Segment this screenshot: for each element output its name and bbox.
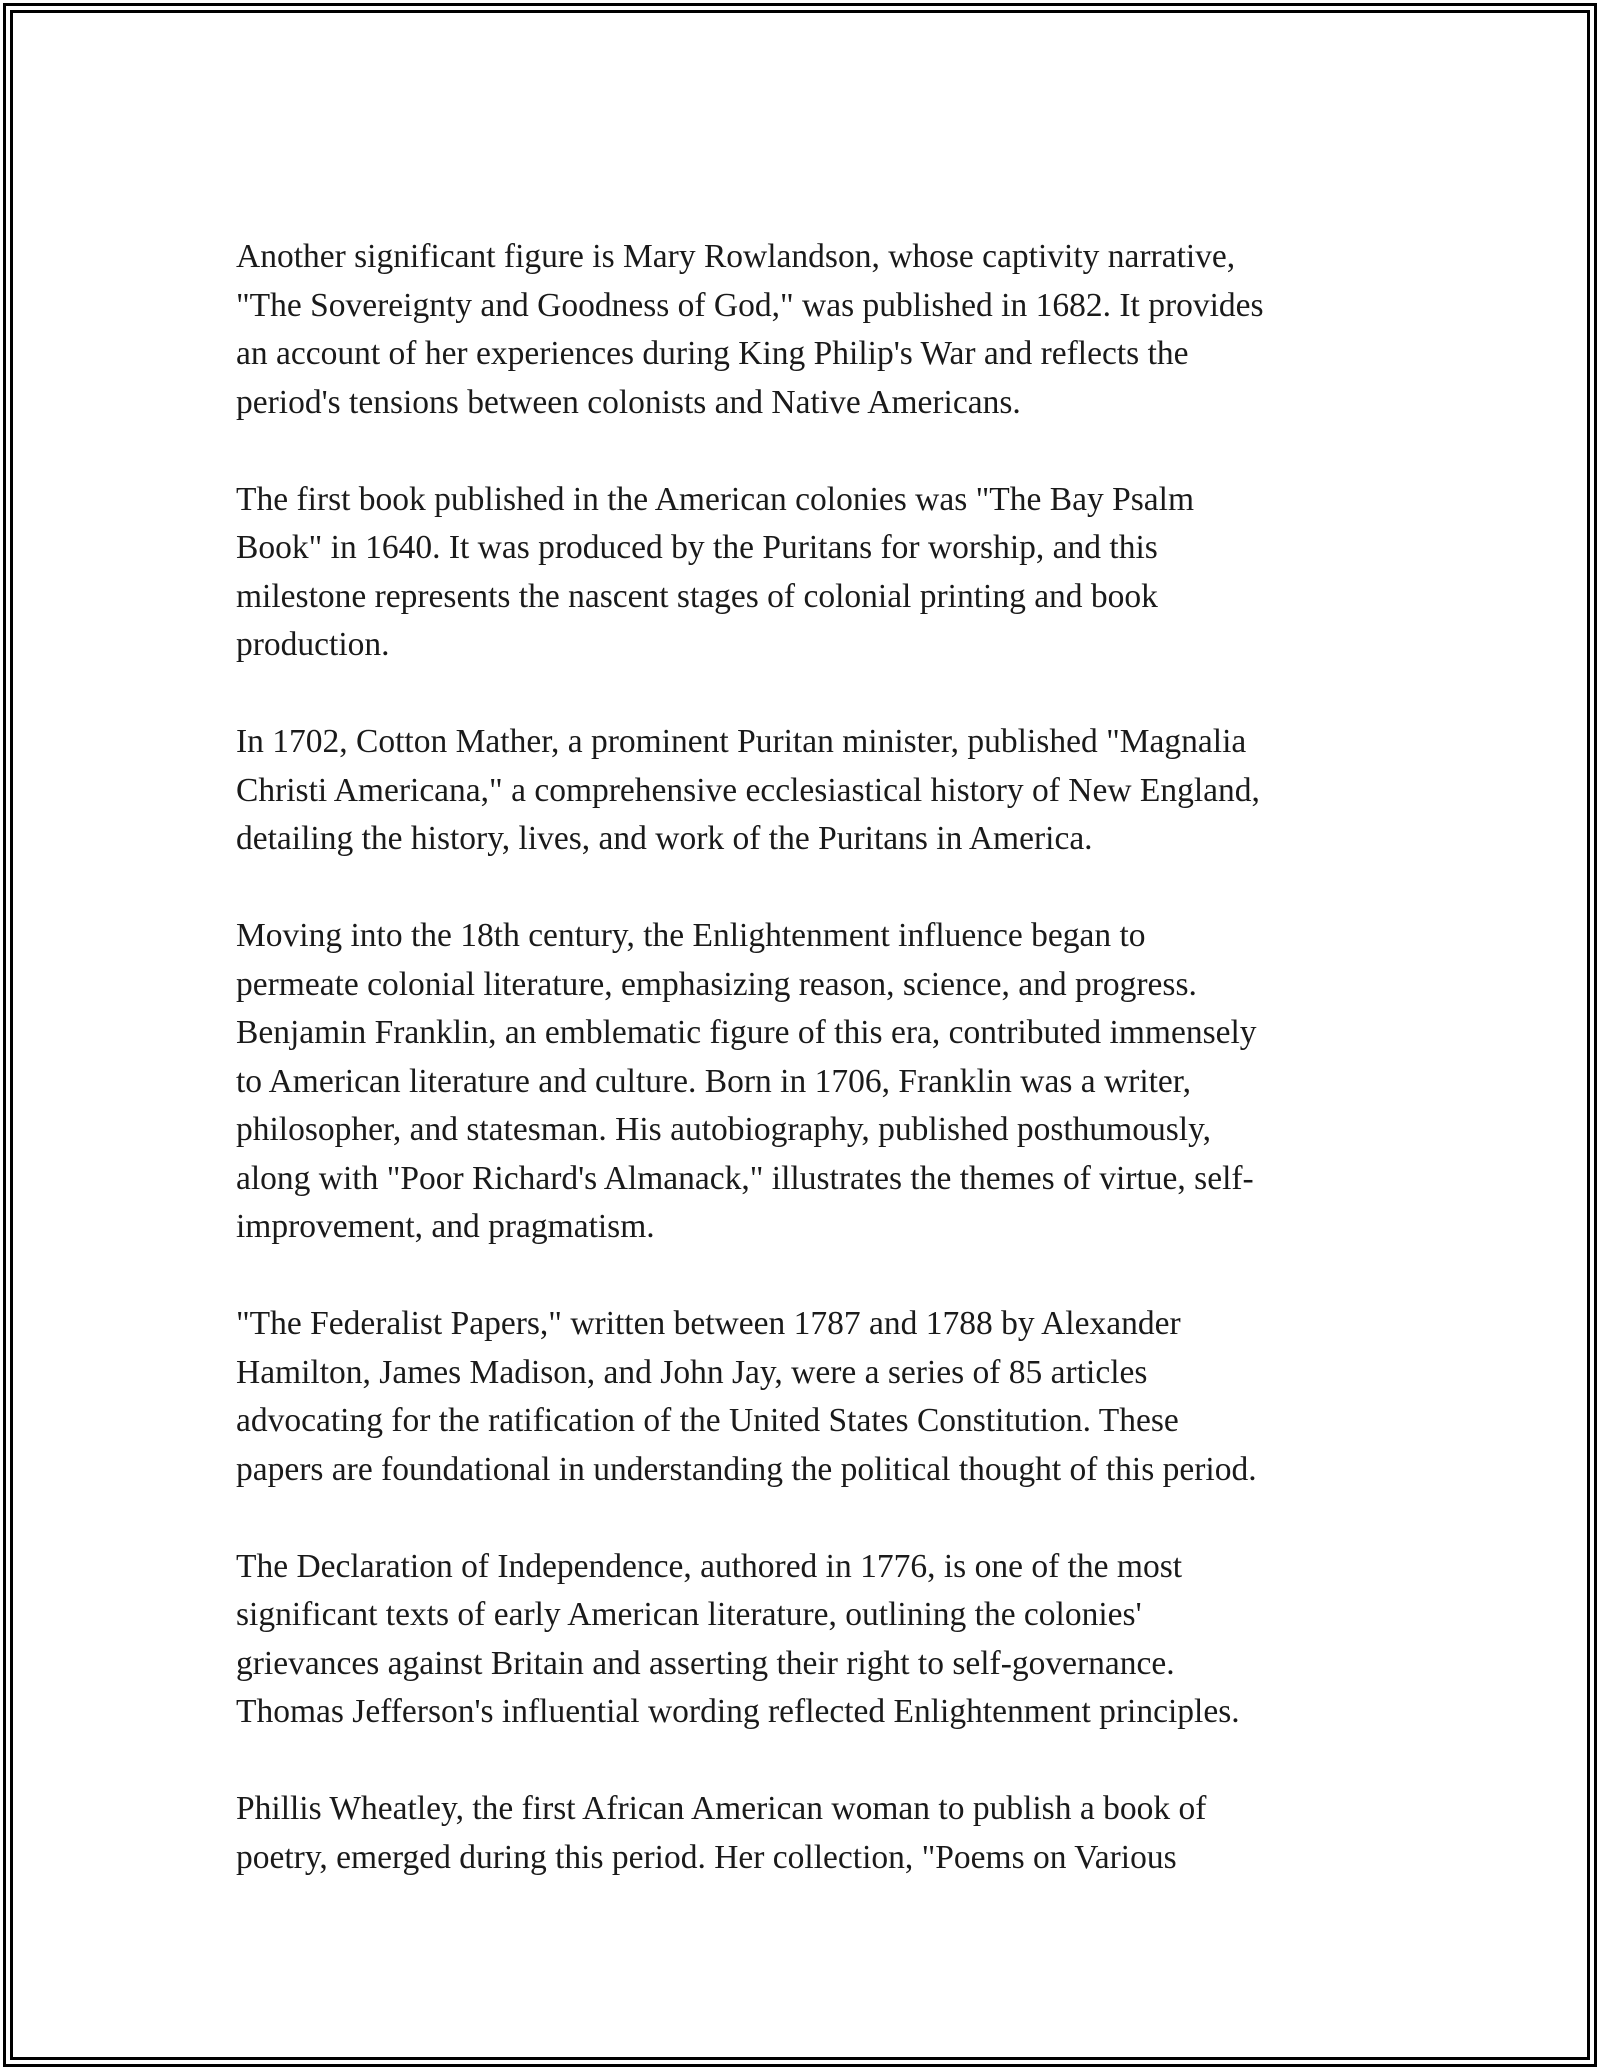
paragraph-declaration-of-independence: The Declaration of Independence, authored in 1776, is one of the most significant texts of early American literature, outlining the colonies' grievances against Britain and asserting their right to self-governance. Thomas Jefferson's influential wording reflected Enlightenment principles. (236, 1547, 1240, 1730)
paragraph-cotton-mather: In 1702, Cotton Mather, a prominent Puritan minister, published "Magnalia Christi Americana," a comprehensive ecclesiastical history of New England, detailing the history, lives, and work of the Puritans in America. (236, 723, 1260, 857)
paragraph-enlightenment-franklin: Moving into the 18th century, the Enlightenment influence began to permeate colonial literature, emphasizing reason, science, and progress. Benjamin Franklin, an emblematic figure of this era, contributed immensely to American literature and culture. Born in 1706, Franklin was a writer, philosopher, and statesman. His autobiography, published posthumously, along with "Poor Richard's Almanack," illustrates the themes of virtue, self- improvement, and pragmatism. (236, 917, 1257, 1245)
paragraph-phillis-wheatley: Phillis Wheatley, the first African American woman to publish a book of poetry, emerged during this period. Her collection, "Poems on Various (236, 1790, 1207, 1876)
paragraph-mary-rowlandson: Another significant figure is Mary Rowlandson, whose captivity narrative, "The Sovereignty and Goodness of God," was published in 1682. It provides an account of her experiences during King Philip's War and reflects the period's tensions between colonists and Native Americans. (236, 238, 1264, 421)
document-body (236, 233, 1366, 1931)
paragraph-federalist-papers: "The Federalist Papers," written between 1787 and 1788 by Alexander Hamilton, James Madison, and John Jay, were a series of 85 articles advocating for the ratification of the United States Constitution. These papers are foundational in understanding the political thought of this period. (236, 1305, 1257, 1488)
paragraph-bay-psalm-book: The first book published in the American colonies was "The Bay Psalm Book" in 1640. It was produced by the Puritans for worship, and this milestone represents the nascent stages of colonial printing and book production. (236, 480, 1195, 663)
